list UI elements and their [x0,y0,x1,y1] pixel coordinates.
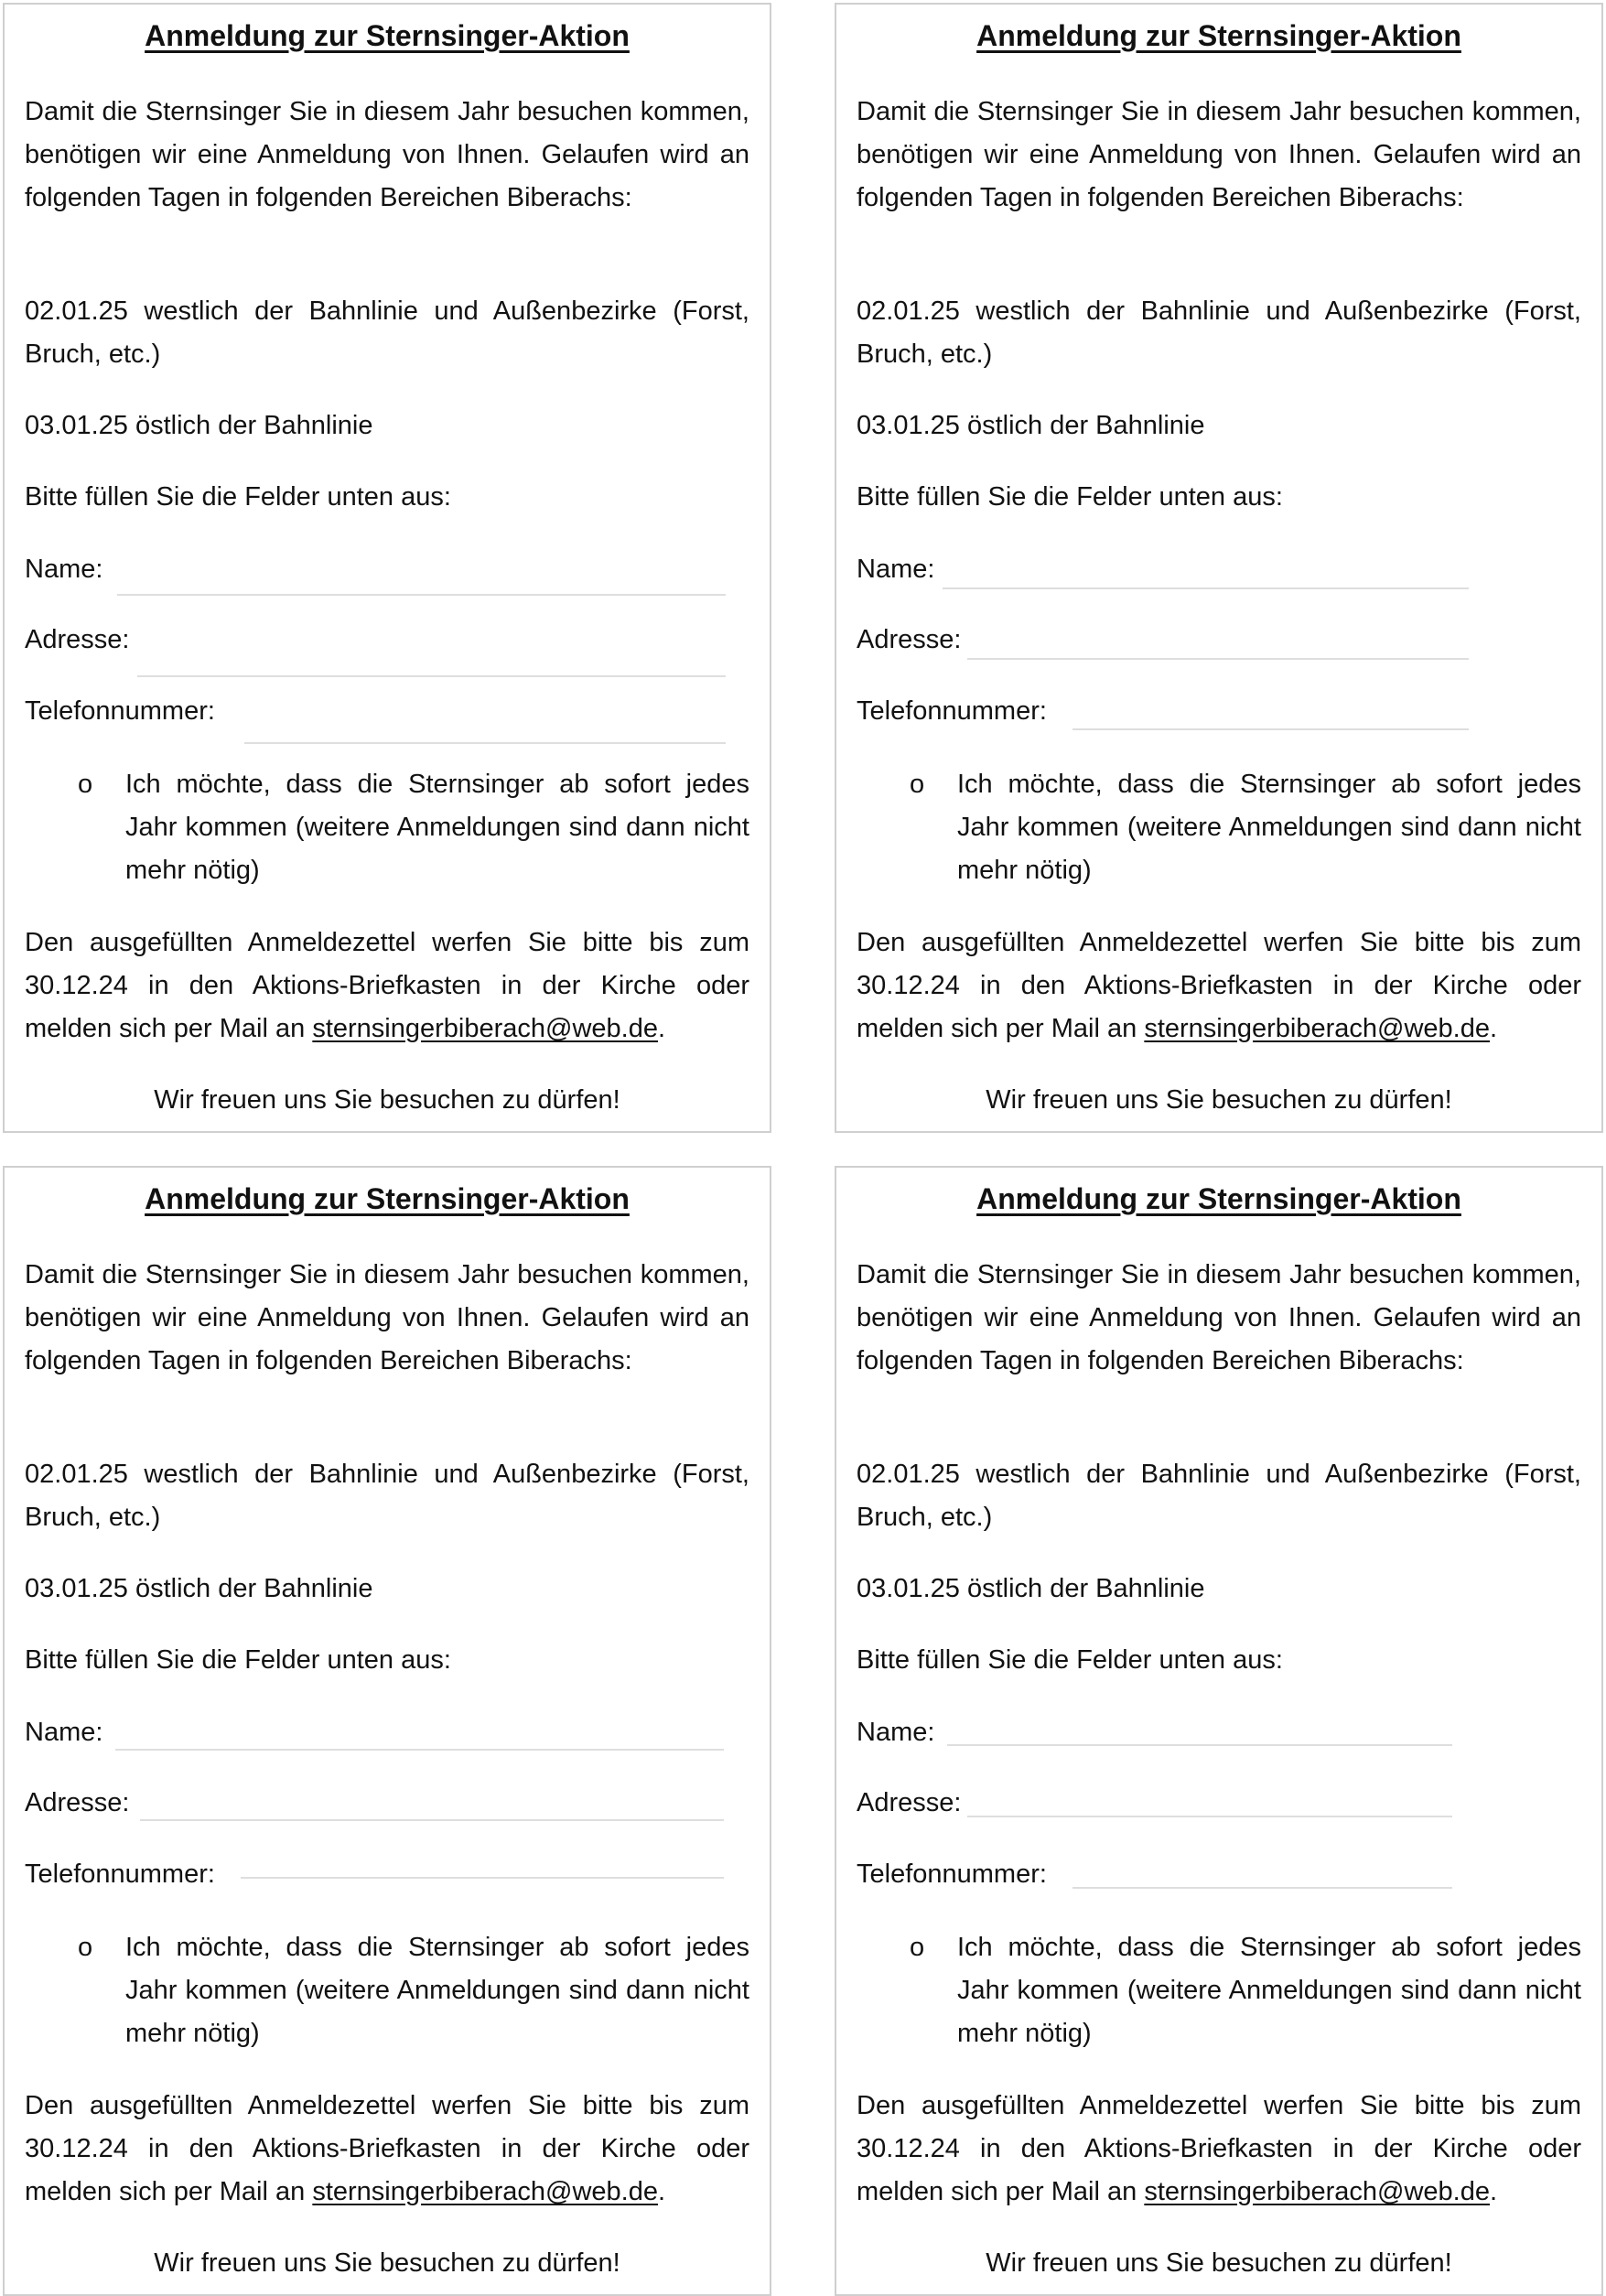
closing-line: Wir freuen uns Sie besuchen zu dürfen! [154,2248,620,2278]
address-field[interactable] [967,1816,1452,1817]
phone-field[interactable] [1072,1887,1452,1889]
name-label: Name: [25,555,103,584]
checkbox-marker[interactable]: o [78,1933,93,1962]
form-title: Anmeldung zur Sternsinger-Aktion [976,1182,1461,1215]
checkbox-marker[interactable]: o [78,770,93,799]
route-day-2: 03.01.25 östlich der Bahnlinie [857,411,1205,440]
address-label: Adresse: [25,1788,130,1817]
submission-end: . [1489,2177,1498,2206]
fill-instruction: Bitte füllen Sie die Felder unten aus: [25,482,451,512]
registration-form-card-2 [835,3,1603,1133]
route-day-1: 02.01.25 westlich der Bahnlinie und Außenbezirke (Forst, Bruch, etc.) [25,1460,749,1532]
address-field[interactable] [140,1819,724,1821]
yearly-visit-option: Ich möchte, dass die Sternsinger ab sofort jedes Jahr kommen (weitere Anmeldungen sind dann nicht mehr nötig) [125,770,749,885]
phone-field[interactable] [241,1877,724,1879]
intro-paragraph: Damit die Sternsinger Sie in diesem Jahr besuchen kommen, benötigen wir eine Anmeldung von Ihnen. Gelaufen wird an folgenden Tagen in folgenden Bereichen Biberachs: [25,97,749,212]
fill-instruction: Bitte füllen Sie die Felder unten aus: [25,1645,451,1675]
address-field[interactable] [137,675,726,677]
yearly-visit-option: Ich möchte, dass die Sternsinger ab sofort jedes Jahr kommen (weitere Anmeldungen sind dann nicht mehr nötig) [125,1933,749,2048]
address-field[interactable] [967,658,1469,660]
submission-text: Den ausgefüllten Anmeldezettel werfen Sie bitte bis zum 30.12.24 in den Aktions-Briefkasten in der Kirche oder melden sich per Mail an [857,928,1581,1043]
route-day-1: 02.01.25 westlich der Bahnlinie und Außenbezirke (Forst, Bruch, etc.) [25,296,749,369]
closing-line: Wir freuen uns Sie besuchen zu dürfen! [986,2248,1452,2278]
intro-paragraph: Damit die Sternsinger Sie in diesem Jahr besuchen kommen, benötigen wir eine Anmeldung von Ihnen. Gelaufen wird an folgenden Tagen in folgenden Bereichen Biberachs: [857,97,1581,212]
form-title: Anmeldung zur Sternsinger-Aktion [145,1182,630,1215]
name-label: Name: [857,1718,935,1747]
name-field[interactable] [943,587,1469,589]
phone-field[interactable] [244,742,726,744]
name-label: Name: [857,555,935,584]
fill-instruction: Bitte füllen Sie die Felder unten aus: [857,1645,1283,1675]
phone-field[interactable] [1072,728,1469,730]
address-label: Adresse: [25,625,130,654]
phone-label: Telefonnummer: [25,696,215,726]
fill-instruction: Bitte füllen Sie die Felder unten aus: [857,482,1283,512]
address-label: Adresse: [857,1788,962,1817]
name-label: Name: [25,1718,103,1747]
email-link[interactable]: sternsingerbiberach@web.de [312,2177,658,2206]
submission-text: Den ausgefüllten Anmeldezettel werfen Sie bitte bis zum 30.12.24 in den Aktions-Briefkasten in der Kirche oder melden sich per Mail an [25,928,749,1043]
phone-label: Telefonnummer: [857,1859,1047,1889]
closing-line: Wir freuen uns Sie besuchen zu dürfen! [154,1085,620,1115]
submission-instructions [25,922,749,1051]
intro-paragraph: Damit die Sternsinger Sie in diesem Jahr besuchen kommen, benötigen wir eine Anmeldung von Ihnen. Gelaufen wird an folgenden Tagen in folgenden Bereichen Biberachs: [857,1260,1581,1375]
submission-end: . [657,1014,666,1043]
checkbox-marker[interactable]: o [910,770,925,799]
name-field[interactable] [947,1744,1452,1746]
form-title: Anmeldung zur Sternsinger-Aktion [145,19,630,52]
email-link[interactable]: sternsingerbiberach@web.de [1144,1014,1490,1043]
submission-end: . [1489,1014,1498,1043]
submission-end: . [657,2177,666,2206]
registration-form-card-1 [3,3,771,1133]
submission-instructions [857,922,1581,1051]
address-label: Adresse: [857,625,962,654]
yearly-visit-option: Ich möchte, dass die Sternsinger ab sofort jedes Jahr kommen (weitere Anmeldungen sind dann nicht mehr nötig) [957,770,1581,885]
submission-instructions [25,2085,749,2214]
email-link[interactable]: sternsingerbiberach@web.de [312,1014,658,1043]
route-day-1: 02.01.25 westlich der Bahnlinie und Außenbezirke (Forst, Bruch, etc.) [857,296,1581,369]
route-day-2: 03.01.25 östlich der Bahnlinie [857,1574,1205,1603]
submission-text: Den ausgefüllten Anmeldezettel werfen Sie bitte bis zum 30.12.24 in den Aktions-Briefkasten in der Kirche oder melden sich per Mail an [25,2091,749,2206]
registration-form-card-3 [3,1166,771,2296]
closing-line: Wir freuen uns Sie besuchen zu dürfen! [986,1085,1452,1115]
route-day-1: 02.01.25 westlich der Bahnlinie und Außenbezirke (Forst, Bruch, etc.) [857,1460,1581,1532]
intro-paragraph: Damit die Sternsinger Sie in diesem Jahr besuchen kommen, benötigen wir eine Anmeldung von Ihnen. Gelaufen wird an folgenden Tagen in folgenden Bereichen Biberachs: [25,1260,749,1375]
yearly-visit-option: Ich möchte, dass die Sternsinger ab sofort jedes Jahr kommen (weitere Anmeldungen sind dann nicht mehr nötig) [957,1933,1581,2048]
name-field[interactable] [117,594,726,596]
route-day-2: 03.01.25 östlich der Bahnlinie [25,411,373,440]
submission-instructions [857,2085,1581,2214]
email-link[interactable]: sternsingerbiberach@web.de [1144,2177,1490,2206]
phone-label: Telefonnummer: [857,696,1047,726]
registration-form-card-4 [835,1166,1603,2296]
submission-text: Den ausgefüllten Anmeldezettel werfen Sie bitte bis zum 30.12.24 in den Aktions-Briefkasten in der Kirche oder melden sich per Mail an [857,2091,1581,2206]
route-day-2: 03.01.25 östlich der Bahnlinie [25,1574,373,1603]
phone-label: Telefonnummer: [25,1859,215,1889]
checkbox-marker[interactable]: o [910,1933,925,1962]
form-title: Anmeldung zur Sternsinger-Aktion [976,19,1461,52]
name-field[interactable] [115,1749,724,1751]
